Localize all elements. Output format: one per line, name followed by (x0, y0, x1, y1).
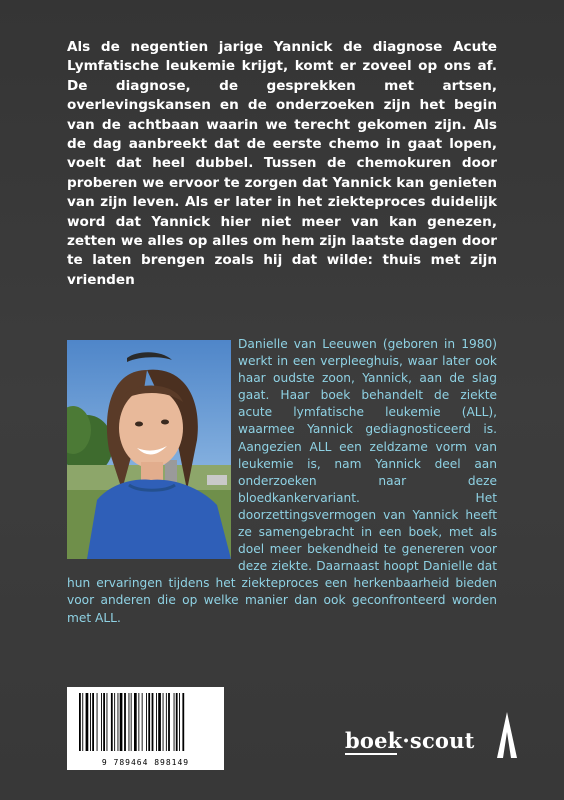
isbn-number: 9 789464 898149 (101, 758, 190, 767)
author-bio-text: Danielle van Leeuwen (geboren in 1980) werkt in een verpleeghuis, waar later ook haar oudste zoon, Yannick, aan de slag gaat. Haar boek behandelt de ziekte acute lymfatische leukemie (ALL), waarmee Yannick gediagnosticeerd is. Aangezien ALL een zeldzame vorm van leukemie is, nam Yannick deel aan onderzoeken naar deze bloedkankervariant. Het doorzettingsvermogen van Yannick heeft ze samengebracht in een boek, met als doel meer bekendheid te genereren voor deze ziekte. Daarnaast hoopt Danielle dat hun ervaringen tijdens het ziekteproces een herkenbaarheid bieden voor anderen die op welke manier dan ook geconfronteerd worden met ALL. (67, 337, 497, 625)
photo-spacer (67, 336, 238, 564)
publisher-logo-text (345, 728, 475, 753)
isbn-barcode (67, 687, 224, 770)
publisher-logo-part1: boek (345, 728, 403, 753)
publisher-logo-separator: · (402, 728, 410, 753)
publisher-logo (345, 720, 515, 760)
publisher-logo-part2: scout (409, 728, 475, 753)
publisher-logo-underline (345, 753, 397, 755)
cover-blurb: Als de negentien jarige Yannick de diagnose Acute Lymfatische leukemie krijgt, komt er zoveel op ons af. De diagnose, de gesprekken met artsen, overlevingskansen en de onderzoeken zijn het begin van de achtbaan waarin we terecht gekomen zijn. Als de dag aanbreekt dat de eerste chemo in gaat lopen, voelt dat heel dubbel. Tussen de chemokuren door proberen we ervoor te zorgen dat Yannick kan genieten van zijn leven. Als er later in het ziekteproces duidelijk word dat Yannick hier niet meer van kan genezen, zetten we alles op alles om hem zijn laatste dagen door te laten brengen zoals hij dat wilde: thuis met zijn vrienden (67, 39, 497, 288)
barcode-bars (67, 687, 224, 757)
publisher-logo-mark (497, 712, 517, 758)
author-bio (67, 336, 497, 627)
